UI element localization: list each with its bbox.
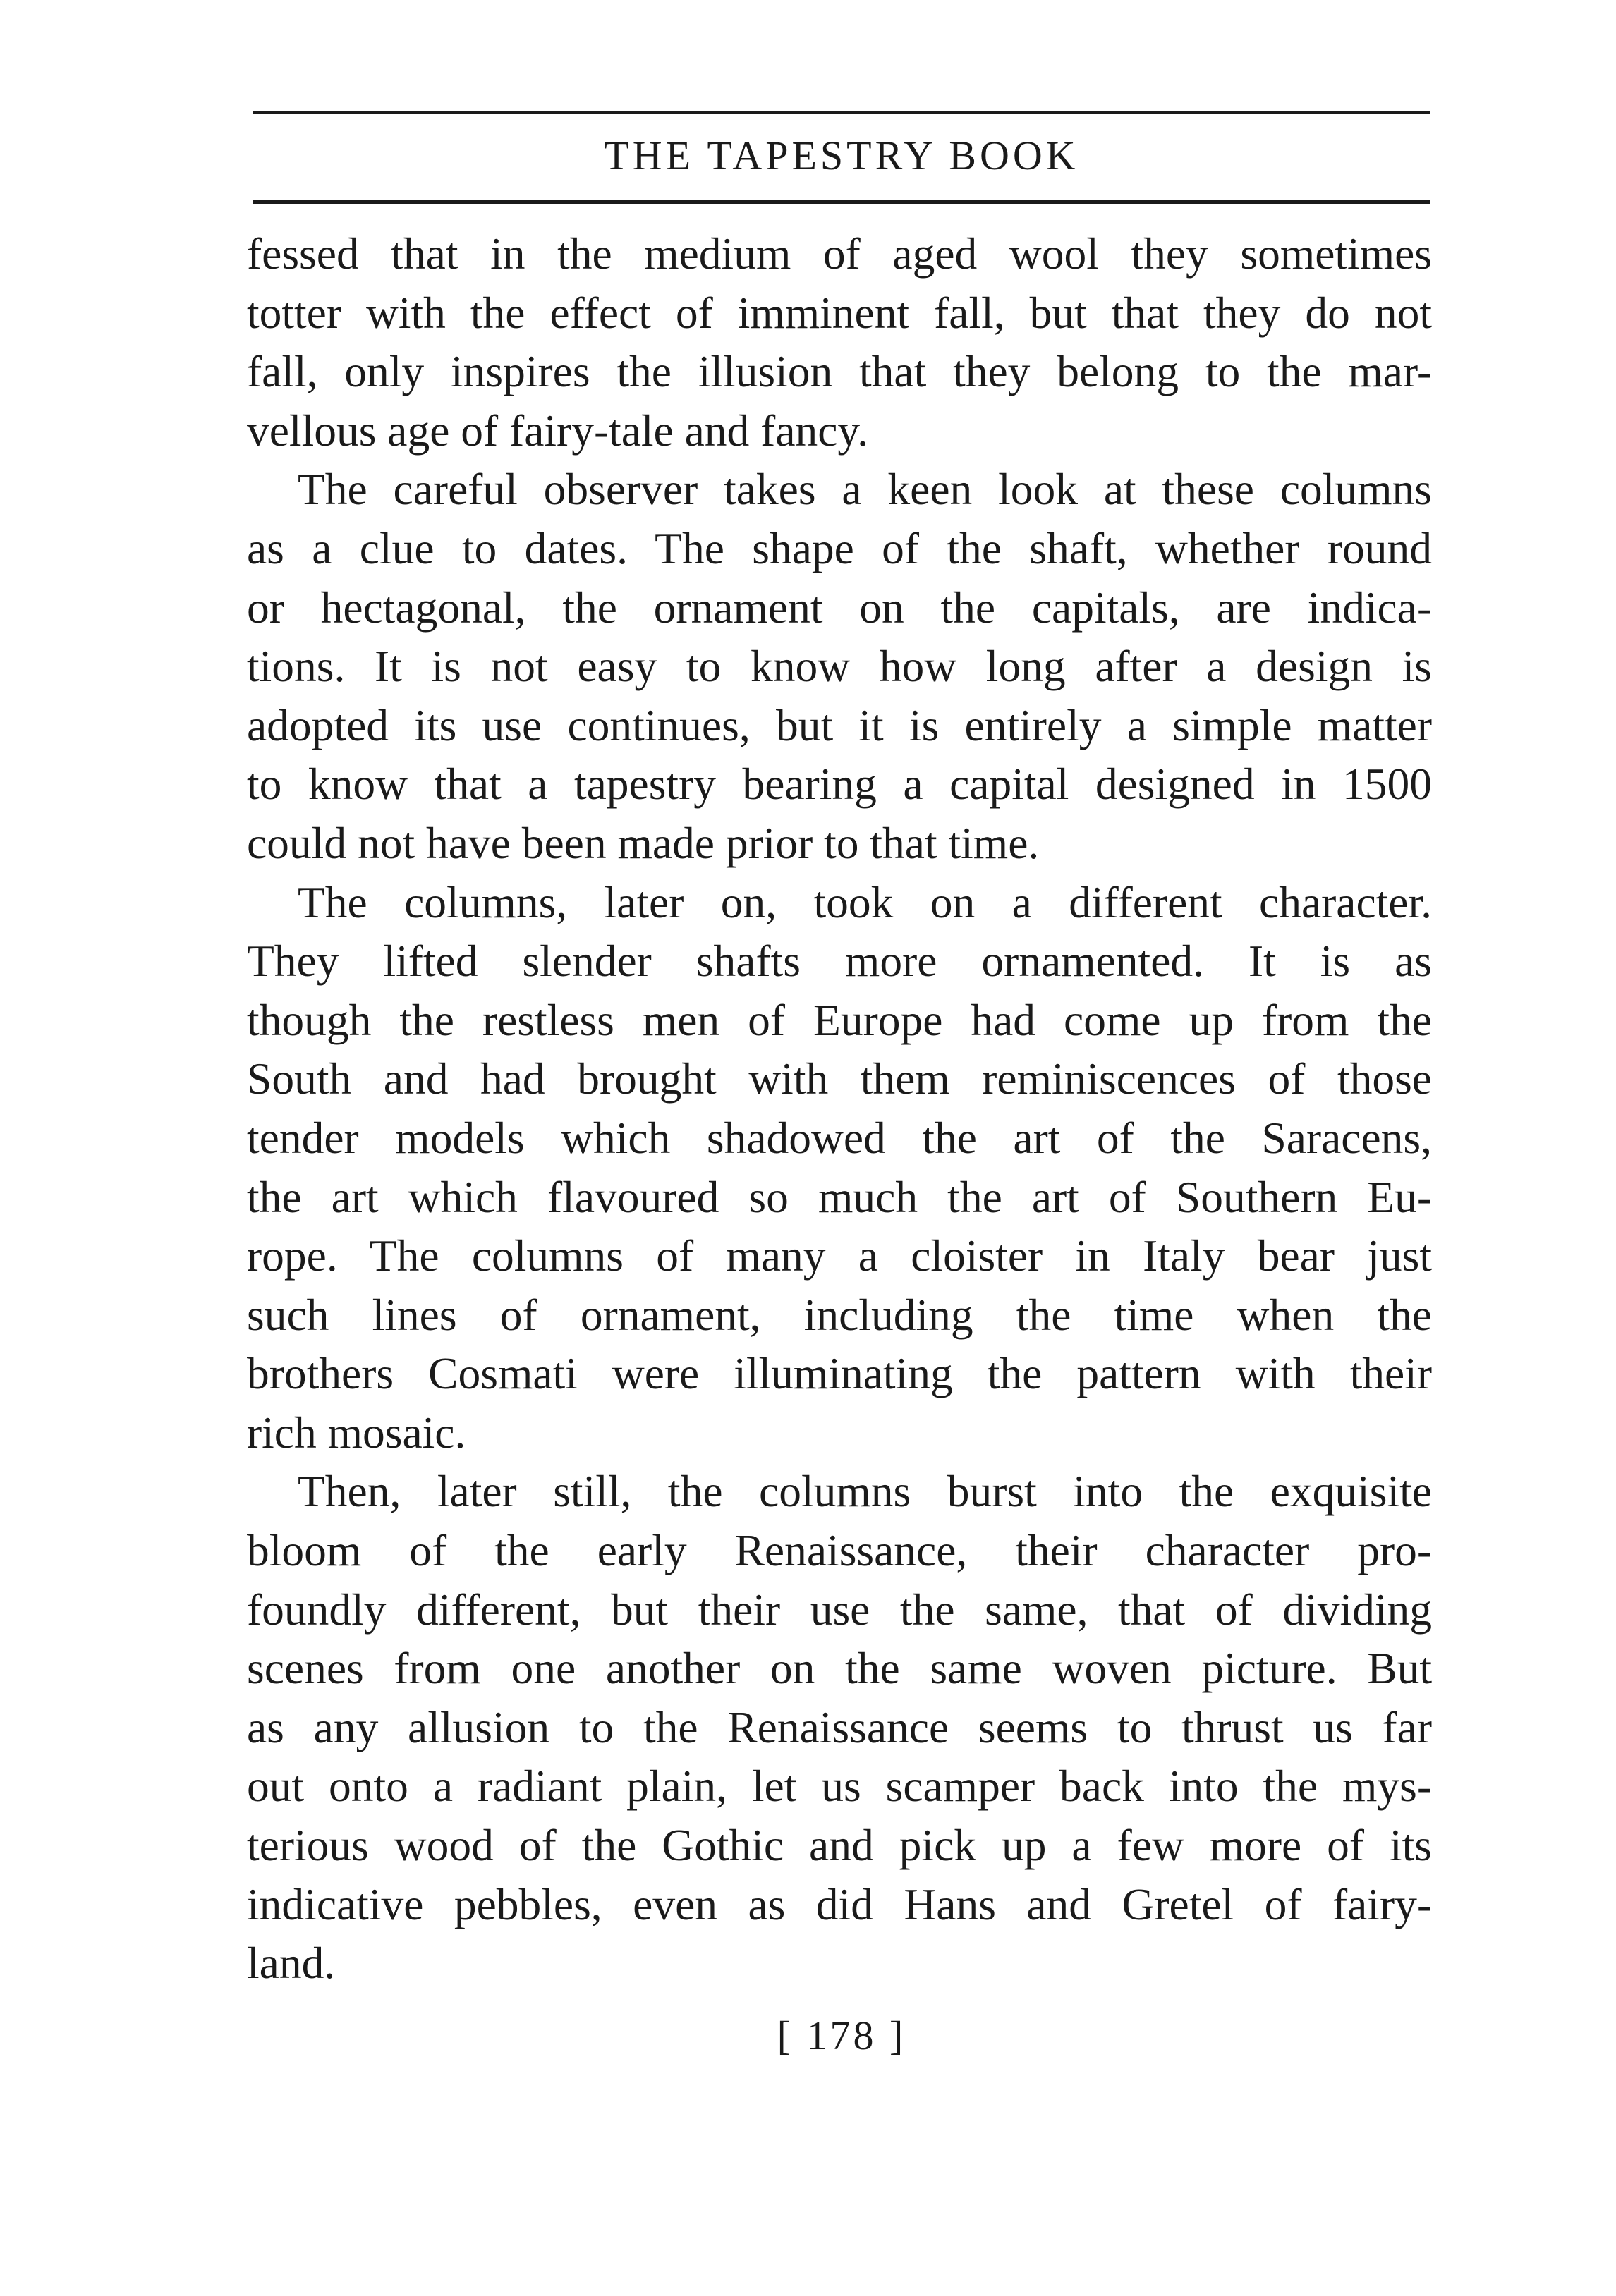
text-line: indicative pebbles, even as did Hans and Gretel of fairy- — [247, 1879, 1432, 1929]
text-line: or hectagonal, the ornament on the capitals, are indica- — [247, 582, 1432, 633]
text-line: brothers Cosmati were illuminating the pattern with their — [247, 1348, 1432, 1399]
text-line: to know that a tapestry bearing a capital designed in 1500 — [247, 759, 1432, 810]
text-line: tions. It is not easy to know how long after a design is — [247, 641, 1432, 692]
text-line: land. — [247, 1938, 336, 1989]
text-line: out onto a radiant plain, let us scamper back into the mys- — [247, 1761, 1432, 1812]
text-line: the art which flavoured so much the art of Southern Eu- — [247, 1171, 1432, 1222]
header-rule-bottom — [253, 200, 1430, 204]
text-line: fessed that in the medium of aged wool they sometimes — [247, 228, 1432, 279]
text-line: foundly different, but their use the same, that of dividing — [247, 1584, 1432, 1635]
text-line: vellous age of fairy-tale and fancy. — [247, 405, 868, 456]
text-line: South and had brought with them reminiscences of those — [247, 1054, 1432, 1104]
running-head: THE TAPESTRY BOOK — [604, 133, 1079, 178]
page-number: [ 178 ] — [777, 2013, 906, 2058]
text-line: rope. The columns of many a cloister in Italy bear just — [247, 1231, 1432, 1281]
text-line: tender models which shadowed the art of the Saracens, — [247, 1112, 1432, 1163]
header-rule-top — [253, 111, 1430, 114]
text-line: Then, later still, the columns burst into the exquisite — [298, 1466, 1432, 1517]
text-line: as any allusion to the Renaissance seems to thrust us far — [247, 1702, 1432, 1752]
text-line: The columns, later on, took on a different character. — [298, 877, 1432, 927]
paragraph — [247, 460, 1432, 872]
text-line: rich mosaic. — [247, 1407, 466, 1458]
text-line: They lifted slender shafts more ornamented. It is as — [247, 936, 1432, 987]
text-line: could not have been made prior to that time. — [247, 817, 1040, 868]
paragraph — [247, 224, 1432, 460]
text-line: terious wood of the Gothic and pick up a few more of its — [247, 1820, 1432, 1871]
paragraph — [247, 1462, 1432, 1992]
text-line: such lines of ornament, including the time when the — [247, 1289, 1432, 1340]
text-line: The careful observer takes a keen look at these columns — [298, 464, 1432, 515]
paragraph — [247, 873, 1432, 1463]
text-line: adopted its use continues, but it is entirely a simple matter — [247, 700, 1432, 750]
text-line: as a clue to dates. The shape of the shaft, whether round — [247, 523, 1432, 573]
text-line: fall, only inspires the illusion that they belong to the mar- — [247, 346, 1432, 397]
text-line: scenes from one another on the same woven picture. But — [247, 1643, 1432, 1694]
text-line: bloom of the early Renaissance, their character pro- — [247, 1525, 1432, 1576]
text-line: totter with the effect of imminent fall, but that they do not — [247, 287, 1432, 338]
text-line: though the restless men of Europe had come up from the — [247, 994, 1432, 1045]
body-text — [247, 224, 1432, 1993]
